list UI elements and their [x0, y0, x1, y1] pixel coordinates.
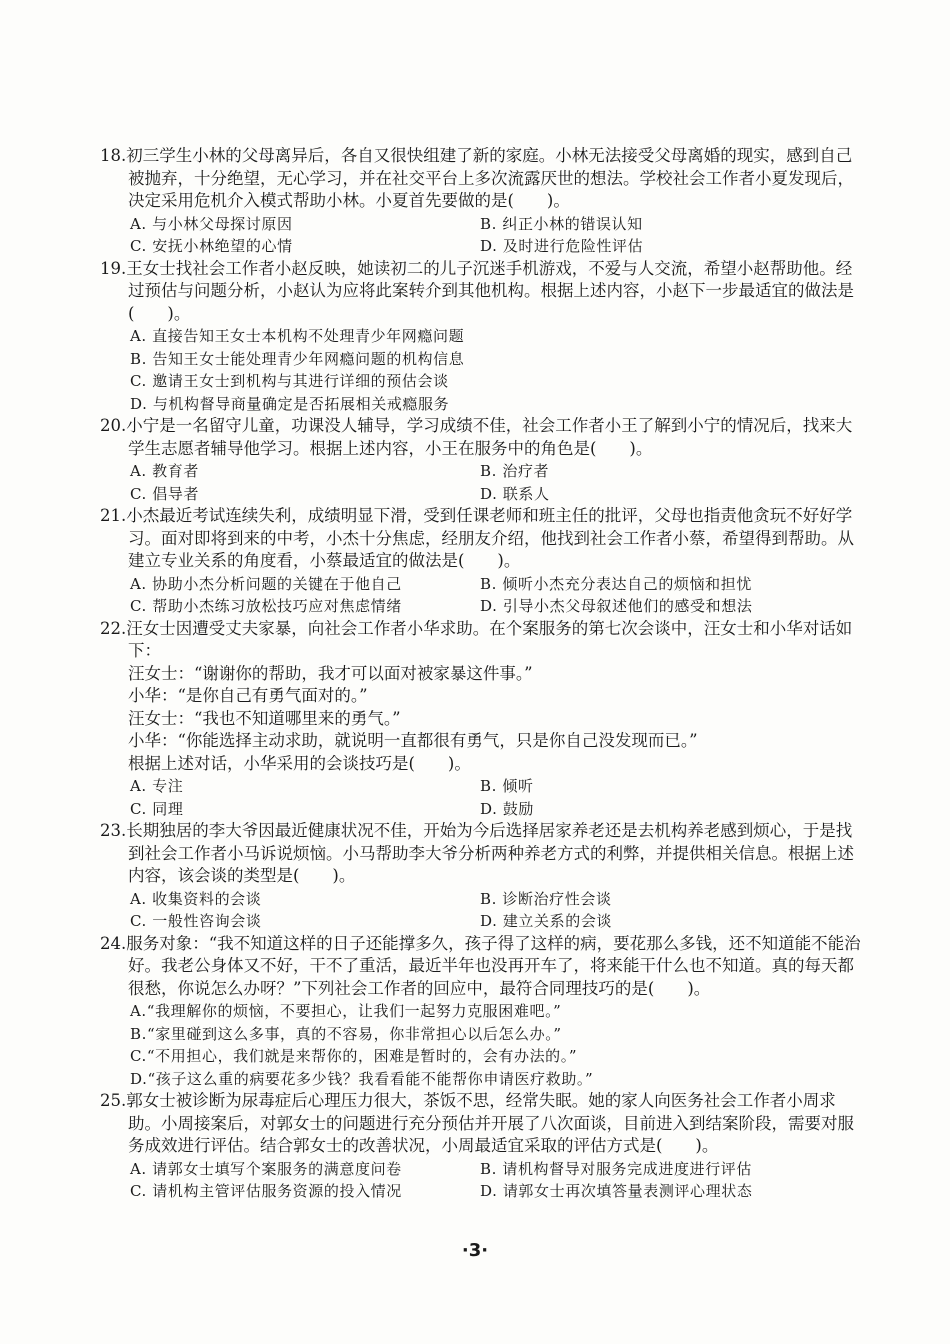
- option-b: B. 倾听: [480, 777, 534, 795]
- option-b: B.“家里碰到这么多事，真的不容易，你非常担心以后怎么办。”: [130, 1024, 562, 1043]
- options: [100, 888, 865, 933]
- options: [100, 1000, 865, 1090]
- question-23: [100, 820, 865, 933]
- option-a: A. 请郭女士填写个案服务的满意度问卷: [130, 1159, 402, 1178]
- question-stem: 22.汪女士因遭受丈夫家暴，向社会工作者小华求助。在个案服务的第七次会谈中，汪女士和小华对话如下：: [100, 618, 853, 660]
- option-a: A. 协助小杰分析问题的关键在于他自己: [130, 574, 402, 593]
- option-b: B. 纠正小林的错误认知: [480, 214, 643, 233]
- option-c: C. 倡导者: [130, 484, 200, 503]
- option-d: D. 建立关系的会谈: [480, 912, 613, 930]
- option-c: C. 帮助小杰练习放松技巧应对焦虑情绪: [130, 597, 402, 615]
- option-b: B. 倾听小杰充分表达自己的烦恼和担忧: [480, 574, 752, 593]
- options: [100, 573, 865, 618]
- option-d: D. 与机构督导商量确定是否拓展相关戒瘾服务: [130, 394, 450, 413]
- question-stem: 20.小宁是一名留守儿童，功课没人辅导，学习成绩不佳，社会工作者小王了解到小宁的情况后，找来大学生志愿者辅导他学习。根据上述内容，小王在服务中的角色是( )。: [100, 416, 853, 458]
- option-d: D.“孩子这么重的病要花多少钱？我看看能不能帮你申请医疗救助。”: [130, 1069, 594, 1088]
- question-stem: 25.郭女士被诊断为尿毒症后心理压力很大，茶饭不思，经常失眠。她的家人向医务社会工作者小周求助。小周接案后，对郭女士的问题进行充分预估并开展了八次面谈，目前进入到结案阶段，需要对服务成效进行评估。结合郭女士的改善状况，小周最适宜采取的评估方式是( )。: [100, 1091, 854, 1155]
- option-c: C. 安抚小林绝望的心情: [130, 237, 293, 255]
- option-b: B. 诊断治疗性会谈: [480, 889, 612, 908]
- option-d: D. 及时进行危险性评估: [480, 237, 644, 255]
- question-list: [100, 145, 865, 1203]
- options: [100, 460, 865, 505]
- dialog-line: 汪女士：“我也不知道哪里来的勇气。”: [128, 708, 401, 728]
- question-stem: 23.长期独居的李大爷因最近健康状况不佳，开始为今后选择居家养老还是去机构养老感到烦心，于是找到社会工作者小马诉说烦恼。小马帮助李大爷分析两种养老方式的利弊，并提供相关信息。根据上述内容，该会谈的类型是( )。: [100, 821, 854, 885]
- option-a: A.“我理解你的烦恼，不要担心，让我们一起努力克服困难吧。”: [130, 1002, 562, 1020]
- question-24: [100, 933, 865, 1091]
- page-number: ·3·: [461, 1240, 489, 1261]
- option-c: C. 请机构主管评估服务资源的投入情况: [130, 1182, 402, 1200]
- option-d: D. 联系人: [480, 484, 550, 503]
- option-c: C. 同理: [130, 799, 184, 818]
- dialog-line: 小华：“是你自己有勇气面对的。”: [128, 686, 368, 705]
- options: [100, 775, 865, 820]
- question-18: [100, 145, 865, 258]
- option-b: B. 告知王女士能处理青少年网瘾问题的机构信息: [130, 349, 465, 368]
- question-prompt: 根据上述对话，小华采用的会谈技巧是( )。: [128, 753, 471, 773]
- dialog-line: 小华：“你能选择主动求助，就说明一直都很有勇气，只是你自己没发现而已。”: [128, 731, 698, 750]
- options: [100, 1158, 865, 1203]
- option-b: B. 治疗者: [480, 462, 550, 480]
- option-d: D. 鼓励: [480, 799, 535, 818]
- question-stem: 24.服务对象：“我不知道这样的日子还能撑多久，孩子得了这样的病，要花那么多钱，还不知道能不能治好。我老公身体又不好，干不了重活，最近半年也没再开车了，将来能干什么也不知道。真的每天都很愁，你说怎么办呀？”下列社会工作者的回应中，最符合同理技巧的是( )。: [100, 933, 861, 998]
- option-c: C. 邀请王女士到机构与其进行详细的预估会谈: [130, 372, 449, 390]
- option-c: C. 一般性咨询会谈: [130, 912, 262, 930]
- option-a: A. 教育者: [130, 462, 199, 480]
- question-21: [100, 505, 865, 618]
- question-stem: 21.小杰最近考试连续失利，成绩明显下滑，受到任课老师和班主任的批评，父母也指责他贪玩不好好学习。面对即将到来的中考，小杰十分焦虑，经朋友介绍，他找到社会工作者小蔡，希望得到帮助。从建立专业关系的角度看，小蔡最适宜的做法是( )。: [100, 506, 854, 570]
- option-d: D. 请郭女士再次填答量表测评心理状态: [480, 1182, 753, 1200]
- question-25: [100, 1090, 865, 1203]
- option-b: B. 请机构督导对服务完成进度进行评估: [480, 1159, 752, 1178]
- option-d: D. 引导小杰父母叙述他们的感受和想法: [480, 597, 753, 615]
- option-c: C.“不用担心，我们就是来帮你的，困难是暂时的，会有办法的。”: [130, 1047, 578, 1065]
- question-22: [100, 618, 865, 821]
- option-a: A. 直接告知王女士本机构不处理青少年网瘾问题: [130, 327, 465, 345]
- question-19: [100, 258, 865, 416]
- options: [100, 325, 865, 415]
- question-stem: 19.王女士找社会工作者小赵反映，她读初二的儿子沉迷手机游戏，不爱与人交流，希望小赵帮助他。经过预估与问题分析，小赵认为应将此案转介到其他机构。根据上述内容，小赵下一步最适宜的做法是( )。: [100, 258, 854, 323]
- question-stem: 18.初三学生小林的父母离异后，各自又很快组建了新的家庭。小林无法接受父母离婚的现实，感到自己被抛弃，十分绝望，无心学习，并在社交平台上多次流露厌世的想法。学校社会工作者小夏发现后，决定采用危机介入模式帮助小林。小夏首先要做的是( )。: [100, 146, 854, 210]
- option-a: A. 与小林父母探讨原因: [130, 214, 293, 233]
- question-20: [100, 415, 865, 505]
- option-a: A. 收集资料的会谈: [130, 889, 262, 908]
- dialog-line: 汪女士：“谢谢你的帮助，我才可以面对被家暴这件事。”: [128, 663, 533, 683]
- option-a: A. 专注: [130, 777, 184, 795]
- options: [100, 213, 865, 258]
